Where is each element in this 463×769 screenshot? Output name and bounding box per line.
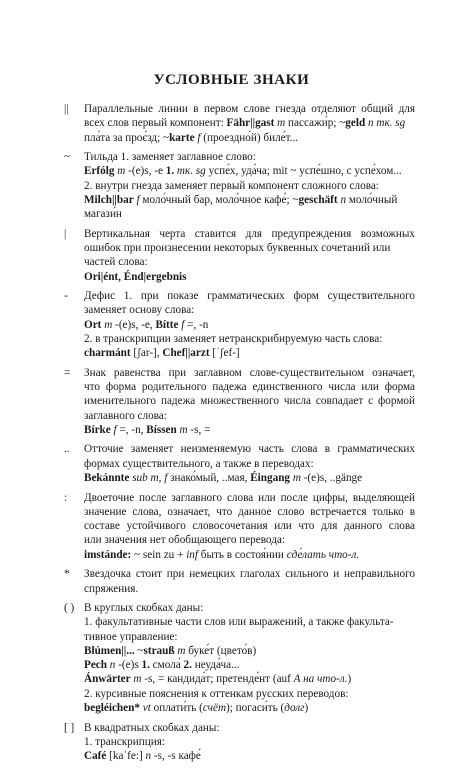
grammar-note: sub m, f — [129, 472, 168, 485]
text-run: оплати́ть ( — [150, 702, 203, 715]
legend-text-line — [84, 270, 415, 284]
legend-symbol: - — [64, 290, 68, 303]
legend-entries — [0, 102, 463, 769]
text-run: моло́чный бар, моло́чное кафе́; ~ — [139, 193, 299, 206]
text-run: [ˈʃef-] — [209, 347, 240, 360]
legend-symbol: || — [64, 103, 69, 115]
text-run: -(e)s, -e — [125, 165, 166, 178]
legend-text-line — [84, 227, 415, 241]
legend-text-line — [84, 255, 415, 269]
headword: Ánwärter — [84, 673, 131, 686]
legend-text-line — [84, 394, 415, 408]
headword: Ori|ént, Énd|ergebnis — [84, 270, 187, 283]
headword: Chef||arzt — [162, 347, 210, 360]
grammar-note: m — [290, 472, 301, 485]
legend-text-line — [84, 318, 415, 332]
grammar-note: m — [176, 423, 188, 436]
legend-symbol: [ ] — [64, 721, 75, 734]
legend-text-line — [84, 749, 415, 763]
text-run: ~ sein zu + — [131, 548, 187, 561]
legend-symbol: = — [64, 366, 71, 379]
legend-symbol: .. — [64, 443, 70, 456]
legend-text-line — [84, 491, 415, 505]
text-run: формах существительного, а также в переводах: — [84, 457, 314, 470]
text-run: Тильда 1. заменяет заглавное слово: — [84, 151, 256, 164]
legend-entry — [0, 567, 463, 596]
legend-text-line — [84, 630, 415, 644]
text-run: или значения нет обобщающего перевода: — [84, 534, 285, 547]
text-run: знако́мый, ..мая, — [167, 472, 251, 485]
text-run: ошибок при произнесении некоторых буквенных сочетаний или — [84, 242, 391, 255]
text-run: заглавного слова: — [84, 409, 167, 422]
legend-entry — [0, 102, 463, 145]
headword: 1. — [165, 165, 175, 178]
text-run: пла́та за проє́зд; ~ — [84, 131, 170, 144]
legend-text-line — [84, 289, 415, 303]
grammar-note: f — [194, 131, 201, 144]
legend-text-line — [84, 672, 415, 686]
text-run: заменяет основу слова: — [84, 304, 195, 317]
text-run: 2. в транскрипции заменяет нетранскрибируемую часть слова: — [84, 333, 383, 346]
text-run: (проездно́й) биле́т... — [200, 131, 299, 144]
text-run: ) — [347, 673, 352, 686]
grammar-note: m — [114, 165, 126, 178]
text-run: быть в состоя́нии — [198, 548, 287, 561]
legend-text-line — [84, 423, 415, 437]
legend-symbol: ~ — [64, 151, 71, 164]
text-run: 1. факультативные части слов или выражений, а также факульта- — [84, 616, 394, 629]
legend-text-line — [84, 701, 415, 715]
legend-entry — [0, 366, 463, 437]
text-run: В квадратных скобках даны: — [84, 721, 220, 734]
text-run: 2. курсивные пояснения к оттенкам русских переводов: — [84, 687, 349, 700]
grammar-note: сде́лать что-л. — [286, 548, 360, 561]
grammar-note: f — [178, 318, 185, 331]
text-run: Вертикальная черта ставится для предупреждения возможных — [84, 227, 415, 240]
text-run: -s, -s кафе́ — [151, 750, 201, 763]
headword: geschäft — [298, 193, 338, 206]
text-run: неуда́ча... — [191, 659, 240, 672]
headword: Éingang — [250, 472, 291, 485]
legend-entry — [0, 150, 463, 221]
text-run: В круглых скобках даны: — [84, 602, 204, 614]
grammar-note: тк. sg — [174, 165, 206, 178]
legend-text-line — [84, 735, 415, 749]
headword: Bírke — [84, 423, 111, 436]
text-run: Дефис 1. при показе грамматических форм существительного — [84, 290, 415, 303]
legend-text-line — [84, 332, 415, 346]
legend-text-line — [84, 207, 415, 221]
legend-text-line — [84, 582, 415, 596]
legend-entry — [0, 721, 463, 764]
legend-text-line — [84, 150, 415, 164]
text-run: Двоеточие после заглавного слова или после цифры, выделяющей — [84, 491, 415, 504]
legend-text-line — [84, 471, 415, 485]
grammar-note: A на что-л. — [293, 673, 348, 686]
headword: Fähr||gast — [226, 117, 275, 130]
grammar-note: inf — [186, 548, 198, 561]
text-run: буке́т (цвето́в) — [185, 644, 257, 657]
headword: Blúmen||... — [84, 644, 135, 657]
grammar-note: m — [130, 673, 142, 686]
headword: Bekánnte — [84, 472, 130, 485]
text-run: Отточие заменяет неизменяемую часть слова в грамматических — [84, 443, 415, 456]
headword: karte — [169, 131, 195, 144]
legend-symbol: ( ) — [64, 602, 75, 614]
legend-text-line — [84, 380, 415, 394]
text-run: [ʃar-], — [130, 347, 163, 360]
text-run: -s, = — [187, 423, 211, 436]
headword: 1. — [141, 659, 150, 672]
text-run: пассажи́р; ~ — [285, 117, 346, 130]
text-run: магази́н — [84, 208, 122, 221]
legend-symbol: * — [64, 568, 70, 581]
legend-text-line — [84, 533, 415, 547]
text-run: =, -n, — [116, 423, 147, 436]
text-run: частей слова: — [84, 256, 148, 269]
headword: Ort — [84, 318, 102, 331]
text-run: -(e)s, ..gänge — [300, 472, 363, 485]
text-run: смола́ — [149, 659, 184, 672]
legend-text-line — [84, 102, 415, 116]
grammar-note: m — [174, 644, 186, 657]
legend-text-line — [84, 193, 415, 207]
text-run: Знак равенства при заглавном слове-существительном означает, — [84, 366, 415, 379]
text-run: -(e)s, -e, — [112, 318, 156, 331]
text-run: [kaˈfe:] — [106, 750, 146, 763]
grammar-note: n тк. sg — [365, 117, 406, 130]
headword: Milch||bar — [84, 193, 134, 206]
headword: begléichen* — [84, 702, 140, 715]
grammar-note: n — [337, 193, 347, 206]
legend-entry — [0, 601, 463, 715]
legend-text-line — [84, 346, 415, 360]
text-run: ); погаси́ть ( — [226, 702, 285, 715]
text-run: 2. внутри гнезда заменяет первый компонент сложного слова: — [84, 179, 379, 192]
legend-text-line — [84, 442, 415, 456]
legend-text-line — [84, 366, 415, 380]
legend-text-line — [84, 567, 415, 581]
legend-symbol: : — [64, 491, 68, 504]
grammar-note: счёт — [202, 702, 227, 715]
headword: charmánt — [84, 347, 131, 360]
headword: Bíssen — [146, 423, 177, 436]
legend-text-line — [84, 601, 415, 615]
text-run: моло́чный — [346, 193, 398, 206]
text-run: =, -n — [184, 318, 209, 331]
legend-text-line — [84, 721, 415, 735]
legend-text-line — [84, 131, 415, 145]
legend-text-line — [84, 615, 415, 629]
grammar-note: n — [107, 659, 116, 672]
legend-text-line — [84, 409, 415, 423]
grammar-note: f — [110, 423, 117, 436]
headword: Pech — [84, 659, 107, 672]
text-run: всех слов первый компонент: — [84, 117, 227, 130]
text-run: тивное управление: — [84, 630, 178, 643]
headword: Café — [84, 750, 107, 763]
headword: imstánde: — [84, 548, 132, 561]
headword: geld — [345, 117, 366, 130]
legend-text-line — [84, 179, 415, 193]
legend-text-line — [84, 457, 415, 471]
legend-symbol: | — [64, 227, 67, 240]
headword: 2. — [183, 659, 192, 672]
legend-entry — [0, 491, 463, 562]
legend-text-line — [84, 644, 415, 658]
text-run: -(e)s — [115, 659, 142, 672]
headword: Erfólg — [84, 165, 115, 178]
legend-entry — [0, 289, 463, 360]
legend-text-line — [84, 658, 415, 672]
grammar-note: долг — [284, 702, 305, 715]
legend-text-line — [84, 505, 415, 519]
text-run: 1. транскрипция: — [84, 735, 165, 748]
headword: strauß — [143, 644, 175, 657]
text-run: Параллельные линии в первом слове гнезда отделяют общий для — [84, 103, 415, 115]
headword: Bítte — [155, 318, 179, 331]
legend-text-line — [84, 687, 415, 701]
text-run: -s, = кандида́т; претенде́нт (auf — [141, 673, 294, 686]
text-run: значение слова, означает, что данное слово встречается только в — [84, 505, 415, 518]
grammar-note: m — [274, 117, 286, 130]
text-run: спряжения. — [84, 582, 139, 595]
legend-text-line — [84, 241, 415, 255]
grammar-note: vt — [139, 702, 151, 715]
text-run: Звездочка стоит при немецких глаголах сильного и неправильного — [84, 568, 415, 581]
grammar-note: m — [101, 318, 113, 331]
legend-text-line — [84, 548, 415, 562]
legend-entry — [0, 442, 463, 485]
text-run: что форма родительного падежа единственного числа или форма — [84, 381, 415, 394]
text-run: именительного падежа множественного числа совпадает с формой — [84, 395, 415, 408]
grammar-note: n — [145, 750, 152, 763]
text-run: ) — [304, 702, 309, 715]
legend-text-line — [84, 164, 415, 178]
grammar-note: f — [133, 193, 140, 206]
text-run: составе устойчивого словосочетания или что для данного слова — [84, 520, 415, 533]
legend-text-line — [84, 116, 415, 130]
legend-entry — [0, 227, 463, 284]
legend-text-line — [84, 519, 415, 533]
text-run: успе́х, уда́ча; mit ~ успе́шно, с успе́хом... — [205, 165, 402, 178]
text-run: ~ — [134, 644, 144, 657]
legend-text-line — [84, 303, 415, 317]
page-title: УСЛОВНЫЕ ЗНАКИ — [153, 72, 310, 88]
